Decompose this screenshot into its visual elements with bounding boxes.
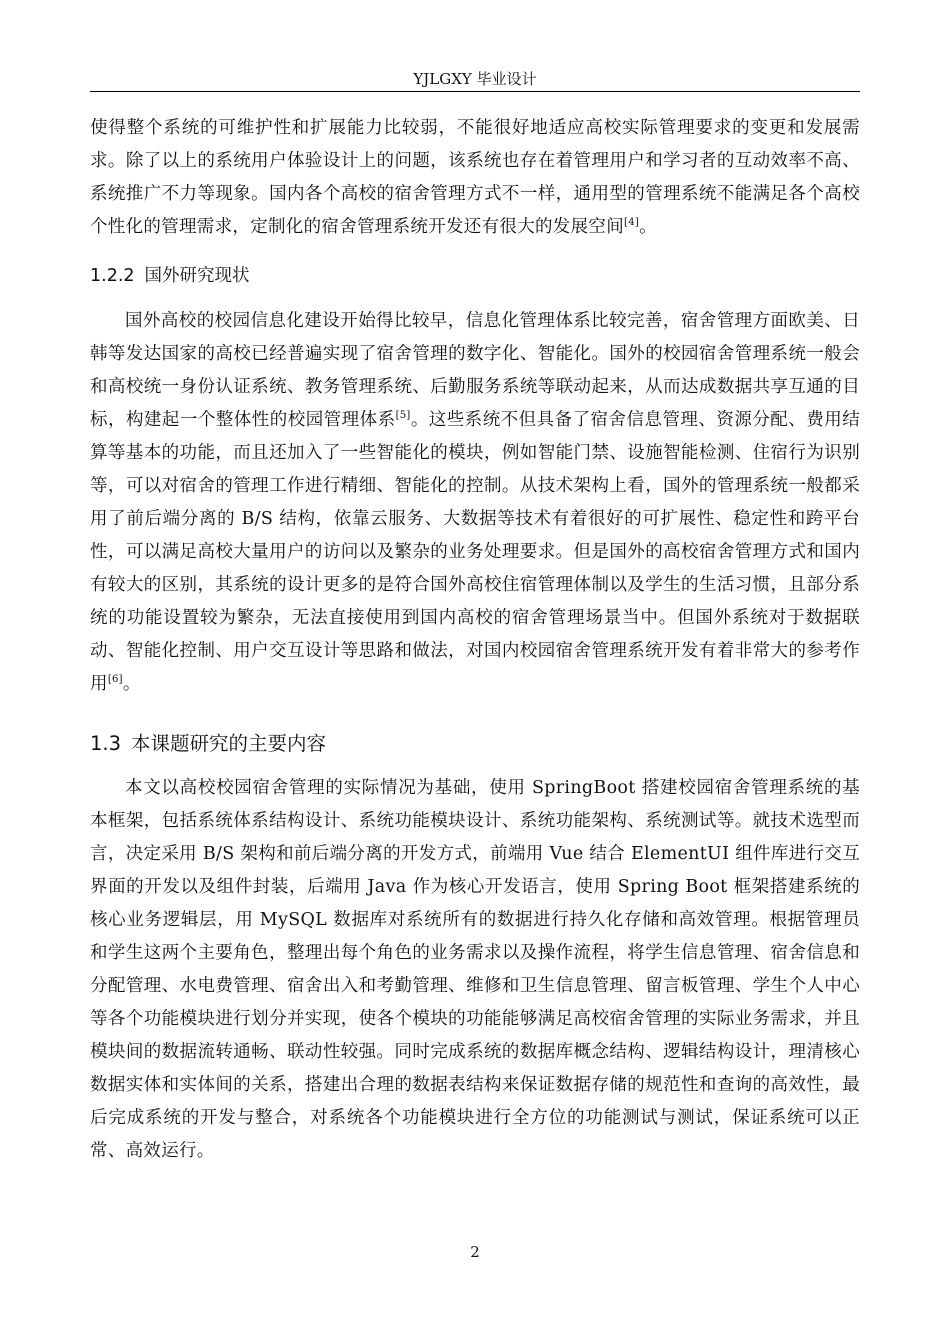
- paragraph-tail: 。: [122, 674, 141, 694]
- paragraph-text: 使得整个系统的可维护性和扩展能力比较弱，不能很好地适应高校实际管理要求的变更和发展需求。除了以上的系统用户体验设计上的问题，该系统也存在着管理用户和学习者的互动效率不高、系统推广不力等现象。国内各个高校的宿舍管理方式不一样，通用型的管理系统不能满足各个高校个性化的管理需求，定制化的宿舍管理系统开发还有很大的发展空间: [90, 118, 860, 237]
- page-header: YJLGXY 毕业设计: [413, 70, 537, 88]
- citation-ref: [4]: [624, 217, 640, 228]
- paragraph-continued: [90, 112, 860, 244]
- section-title: 国外研究现状: [144, 266, 250, 286]
- section-number: 1.2.2: [90, 266, 135, 286]
- paragraph-tail: 。: [639, 217, 657, 237]
- page-number: 2: [470, 1243, 480, 1261]
- citation-ref: [5]: [395, 410, 411, 421]
- section-number: 1.3: [90, 732, 122, 755]
- section-heading-1-3: [90, 727, 860, 760]
- citation-ref: [6]: [107, 674, 123, 685]
- paragraph-text: 国外高校的校园信息化建设开始得比较早，信息化管理体系比较完善，宿舍管理方面欧美、日韩等发达国家的高校已经普遍实现了宿舍管理的数字化、智能化。国外的校园宿舍管理系统一般会和高校统一身份认证系统、教务管理系统、后勤服务系统等联动起来，从而达成数据共享互通的目标，构建起一个整体性的校园管理体系: [90, 311, 860, 430]
- paragraph-text: 。这些系统不但具备了宿舍信息管理、资源分配、费用结算等基本的功能，而且还加入了一些智能化的模块，例如智能门禁、设施智能检测、住宿行为识别等，可以对宿舍的管理工作进行精细、智能化的控制。从技术架构上看，国外的管理系统一般都采用了前后端分离的 B/S 结构，依靠云服务、大数据等技术有着很好的可扩展性、稳定性和跨平台性，可以满足高校大量用户的访问以及繁杂的业务处理要求。但是国外的高校宿舍管理方式和国内有较大的区别，其系统的设计更多的是符合国外高校住宿管理体制以及学生的生活习惯，且部分系统的功能设置较为繁杂，无法直接使用到国内高校的宿舍管理场景当中。但国外系统对于数据联动、智能化控制、用户交互设计等思路和做法，对国内校园宿舍管理系统开发有着非常大的参考作用: [90, 410, 860, 694]
- paragraph-foreign-research: [90, 305, 860, 701]
- section-heading-1-2-2: [90, 260, 860, 293]
- section-title: 本课题研究的主要内容: [131, 732, 327, 755]
- paragraph-main-content: 本文以高校校园宿舍管理的实际情况为基础，使用 SpringBoot 搭建校园宿舍管理系统的基本框架，包括系统体系结构设计、系统功能模块设计、系统功能架构、系统测试等。就技术选型而言，决定采用 B/S 架构和前后端分离的开发方式，前端用 Vue 结合 ElementUI 组件库进行交互界面的开发以及组件封装，后端用 Java 作为核心开发语言，使用 Spring Boot 框架搭建系统的核心业务逻辑层，用 MySQL 数据库对系统所有的数据进行持久化存储和高效管理。根据管理员和学生这两个主要角色，整理出每个角色的业务需求以及操作流程，将学生信息管理、宿舍信息和分配管理、水电费管理、宿舍出入和考勤管理、维修和卫生信息管理、留言板管理、学生个人中心等各个功能模块进行划分并实现，使各个模块的功能能够满足高校宿舍管理的实际业务需求，并且模块间的数据流转通畅、联动性较强。同时完成系统的数据库概念结构、逻辑结构设计，理清核心数据实体和实体间的关系，搭建出合理的数据表结构来保证数据存储的规范性和查询的高效性，最后完成系统的开发与整合，对系统各个功能模块进行全方位的功能测试与测试，保证系统可以正常、高效运行。: [90, 778, 860, 1161]
- header-rule: [90, 91, 860, 92]
- document-body: [90, 112, 860, 1168]
